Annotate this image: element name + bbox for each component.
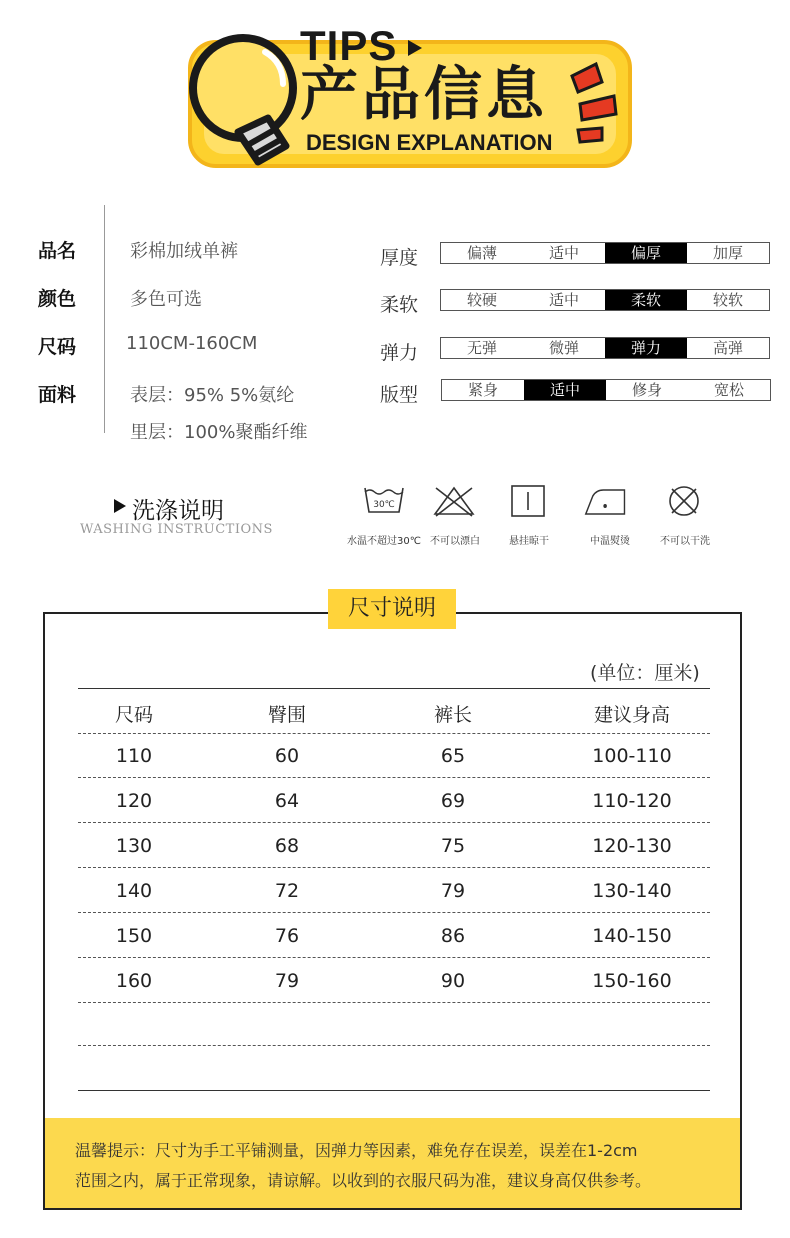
cell-size: 130 <box>115 835 153 857</box>
label-name: 品名 <box>38 240 77 262</box>
no-bleach-icon <box>432 484 476 518</box>
wash-30-label: 水温不超过30℃ <box>347 536 421 547</box>
row-divider <box>78 912 710 913</box>
cell-height: 110-120 <box>592 790 672 812</box>
attr-softness-name: 柔软 <box>380 294 419 316</box>
cell-hip: 64 <box>274 790 300 812</box>
attr-fit-scale <box>441 379 771 401</box>
scale-option: 柔软 <box>605 290 687 310</box>
attr-thickness-scale <box>440 242 770 264</box>
cell-length: 65 <box>440 745 466 767</box>
scale-option: 宽松 <box>713 381 744 399</box>
table-bottom-rule <box>78 1090 710 1091</box>
label-size: 尺码 <box>38 336 77 358</box>
attr-softness-scale <box>440 289 770 311</box>
cell-hip: 72 <box>274 880 300 902</box>
cell-height: 150-160 <box>592 970 672 992</box>
cell-length: 79 <box>440 880 466 902</box>
cell-length: 86 <box>440 925 466 947</box>
scale-option: 偏厚 <box>605 243 687 263</box>
row-divider <box>78 867 710 868</box>
row-divider <box>78 1045 710 1046</box>
cell-height: 130-140 <box>592 880 672 902</box>
row-divider <box>78 957 710 958</box>
svg-text:30℃: 30℃ <box>373 500 395 510</box>
attr-thickness-name: 厚度 <box>380 247 419 269</box>
scale-option: 较硬 <box>466 291 497 309</box>
header-height: 建议身高 <box>593 704 670 726</box>
scale-option: 较软 <box>712 291 743 309</box>
play-arrow-icon <box>114 499 126 513</box>
cell-length: 69 <box>440 790 466 812</box>
scale-option: 紧身 <box>467 381 498 399</box>
banner-title: 产品信息 <box>300 60 549 128</box>
header-length: 裤长 <box>433 704 472 726</box>
value-color: 多色可选 <box>130 289 202 310</box>
warm-tip-box <box>45 1118 740 1208</box>
scale-option: 高弹 <box>712 339 743 357</box>
cell-hip: 60 <box>274 745 300 767</box>
scale-option: 微弹 <box>548 339 579 357</box>
cell-size: 120 <box>115 790 153 812</box>
hang-dry-icon <box>506 484 550 518</box>
size-chart-title: 尺寸说明 <box>328 589 456 629</box>
row-divider <box>78 733 710 734</box>
value-size: 110CM-160CM <box>126 333 258 354</box>
table-top-rule <box>78 688 710 689</box>
scale-option: 偏薄 <box>466 244 497 262</box>
warm-tip-line-1: 温馨提示：尺寸为手工平铺测量，因弹力等因素，难免存在误差，误差在1-2cm <box>75 1141 638 1160</box>
scale-option: 加厚 <box>712 244 743 262</box>
washing-subtitle: WASHING INSTRUCTIONS <box>80 522 273 537</box>
cell-length: 90 <box>440 970 466 992</box>
no-dry-clean-label: 不可以干洗 <box>660 536 710 547</box>
scale-option: 适中 <box>548 244 579 262</box>
header-size: 尺码 <box>114 704 153 726</box>
attr-fit-name: 版型 <box>380 384 419 406</box>
value-fabric-outer: 表层：95% 5%氨纶 <box>130 385 295 406</box>
value-fabric-inner: 里层：100%聚酯纤维 <box>130 422 308 443</box>
warm-tip-line-2: 范围之内，属于正常现象，请谅解。以收到的衣服尺码为准，建议身高仅供参考。 <box>75 1171 652 1190</box>
scale-option: 修身 <box>631 381 662 399</box>
info-divider <box>104 205 105 433</box>
iron-medium-icon <box>584 484 628 518</box>
scale-option: 弹力 <box>605 338 687 358</box>
cell-hip: 68 <box>274 835 300 857</box>
banner-subtitle: DESIGN EXPLANATION <box>306 130 553 155</box>
attr-elasticity-scale <box>440 337 770 359</box>
scale-option: 无弹 <box>466 339 497 357</box>
cell-hip: 76 <box>274 925 300 947</box>
wash-30-icon <box>362 484 406 518</box>
no-dry-clean-icon <box>662 484 706 518</box>
iron-medium-label: 中温熨烫 <box>590 536 630 547</box>
value-name: 彩棉加绒单裤 <box>130 241 238 262</box>
tips-label: TIPS <box>300 22 398 69</box>
cell-height: 120-130 <box>592 835 672 857</box>
cell-height: 140-150 <box>592 925 672 947</box>
scale-option: 适中 <box>548 291 579 309</box>
cell-size: 140 <box>115 880 153 902</box>
row-divider <box>78 1002 710 1003</box>
label-color: 颜色 <box>38 288 77 310</box>
cell-size: 150 <box>115 925 153 947</box>
cell-length: 75 <box>440 835 466 857</box>
hang-dry-label: 悬挂晾干 <box>509 536 549 547</box>
no-bleach-label: 不可以漂白 <box>430 536 480 547</box>
cell-height: 100-110 <box>592 745 672 767</box>
attr-elasticity-name: 弹力 <box>380 342 419 364</box>
washing-title: 洗涤说明 <box>132 498 224 524</box>
header-hip: 臀围 <box>267 704 306 726</box>
label-fabric: 面料 <box>38 384 77 406</box>
scale-option: 适中 <box>524 380 606 400</box>
unit-label: (单位：厘米) <box>590 662 700 684</box>
row-divider <box>78 822 710 823</box>
cell-size: 110 <box>115 745 153 767</box>
cell-hip: 79 <box>274 970 300 992</box>
row-divider <box>78 777 710 778</box>
cell-size: 160 <box>115 970 153 992</box>
